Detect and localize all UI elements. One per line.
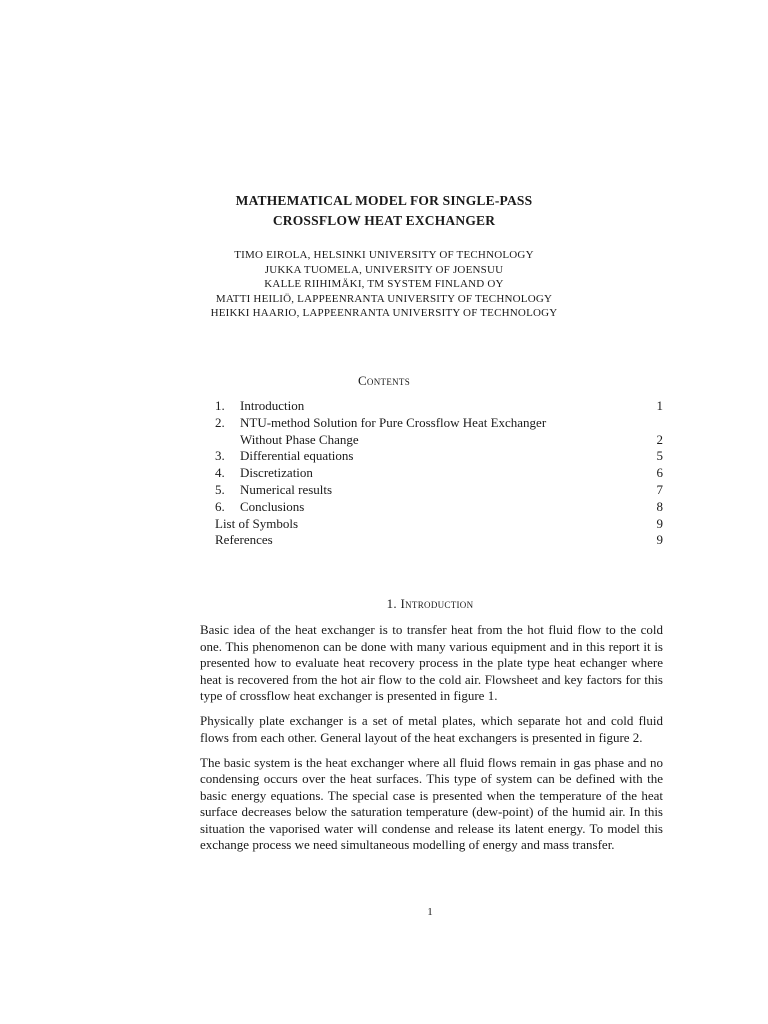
toc-entry-page: 9 [656,532,663,548]
toc-entry-title: Introduction [240,398,305,413]
toc-entry-title: References [215,532,273,548]
title-line-1: MATHEMATICAL MODEL FOR SINGLE-PASS [235,193,533,208]
toc-entry-number: 5. [215,481,225,497]
page-number: 1 [427,906,433,918]
toc-entry-title: Differential equations [240,448,354,464]
title-line-2: CROSSFLOW HEAT EXCHANGER [272,213,496,228]
section-title: Introduction [400,596,474,611]
author-line: MATTI HEILIÖ, LAPPEENRANTA UNIVERSITY OF TECHNOLOGY [215,292,553,305]
toc-entry[interactable] [215,432,663,449]
paragraph: The basic system is the heat exchanger where all fluid flows remain in gas phase and no condensing occurs over the heat surfaces. This type of system can be defined with the basic energy equations. The special case is presented when the temperature of the heat surface decreases below the saturation temperature (dew-point) of the humid air. In this situation the vaporised water will condense and release its latent energy. To model this exchange process we need simultaneous modelling of energy and mass transfer. [200,754,663,852]
toc-entry-title: List of Symbols [215,515,299,531]
toc-entry-number: 6. [215,498,225,514]
toc-entry[interactable] [215,448,663,465]
toc-entry-page: 8 [656,498,663,514]
toc-entry[interactable] [215,499,663,516]
toc-entry-number: 2. [215,414,225,430]
toc-entry[interactable] [215,482,663,499]
toc-entry[interactable] [215,415,663,432]
paragraph: Basic idea of the heat exchanger is to transfer heat from the hot fluid flow to the cold one. This phenomenon can be done with many various equipment and in this report it is presented how to evaluate heat recovery process in the plate type heat echanger where heat is recovered from the hot air flow to the cold air. Flowsheet and key factors for this type of crossflow heat exchanger is presented in figure 1. [200,622,663,703]
toc-entry-title: Numerical results [240,481,333,497]
toc-entry[interactable] [215,516,663,533]
toc-entry-page: 6 [656,465,663,481]
toc-entry-number: 3. [215,448,225,464]
toc-entry-title: Without Phase Change [240,431,359,447]
author-line: JUKKA TUOMELA, UNIVERSITY OF JOENSUU [264,263,504,276]
toc-entry-page: 9 [656,515,663,531]
paragraph: Physically plate exchanger is a set of metal plates, which separate hot and cold fluid flows from each other. General layout of the heat exchangers is presented in figure 2. [200,713,663,745]
section-number: 1. [386,596,397,611]
toc-entry-number [215,432,240,449]
author-line: HEIKKI HAARIO, LAPPEENRANTA UNIVERSITY OF TECHNOLOGY [210,307,558,319]
toc-entry-page: 5 [656,448,663,464]
toc-entry-number: 1. [215,398,225,413]
author-line: TIMO EIROLA, HELSINKI UNIVERSITY OF TECHNOLOGY [234,249,534,261]
section-heading [0,596,768,612]
toc-entry[interactable] [215,465,663,482]
toc-entry-page: 7 [656,481,663,497]
toc-entry-title: Conclusions [240,498,305,514]
paper-title [0,191,768,231]
table-of-contents [215,398,663,549]
toc-entry[interactable] [215,398,663,415]
author-list [0,248,768,321]
toc-entry-page: 1 [656,398,663,413]
toc-entry-number: 4. [215,465,225,481]
section-body [200,622,663,862]
toc-entry-title: Discretization [240,465,313,481]
toc-entry-page: 2 [656,431,663,447]
contents-heading: Contents [357,373,411,388]
toc-entry-title: NTU-method Solution for Pure Crossflow Heat Exchanger [240,414,547,430]
toc-entry[interactable] [215,532,663,549]
author-line: KALLE RIIHIMÄKI, TM SYSTEM FINLAND OY [264,278,504,290]
